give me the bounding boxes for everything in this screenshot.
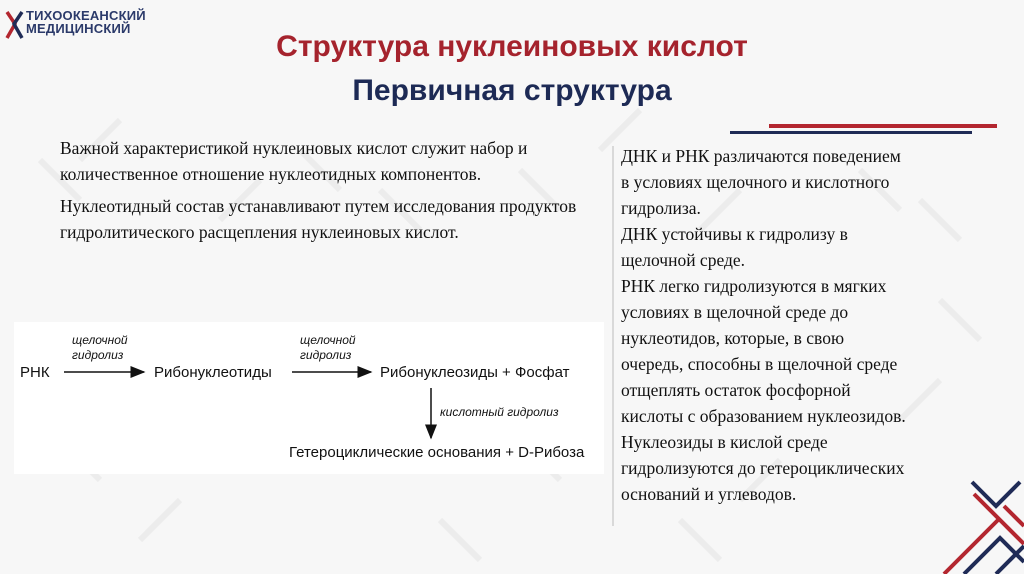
logo-line-2: МЕДИЦИНСКИЙ [26,21,131,36]
right-line-2: в условиях щелочного и кислотного [621,172,890,192]
right-line-14: оснований и углеводов. [621,484,797,504]
scheme-acid-label: кислотный гидролиз [440,405,559,419]
right-line-12: Нуклеозиды в кислой среде [621,432,828,452]
scheme-ribonucleotides: Рибонуклеотиды [154,364,272,381]
left-text-block [60,135,580,245]
right-line-4: ДНК устойчивы к гидролизу в [621,224,848,244]
decor-line-red [769,124,997,128]
right-line-1: ДНК и РНК различаются поведением [621,146,901,166]
right-text-block [621,143,1016,507]
scheme-rna: РНК [20,364,50,381]
corner-decoration [904,464,1024,574]
hydrolysis-scheme [14,322,604,474]
logo-line-1: ТИХООКЕАНСКИЙ [26,8,146,23]
slide-title: Структура нуклеиновых кислот [276,30,748,63]
right-line-9: очередь, способны в щелочной среде [621,354,898,374]
right-line-13: гидролизуются до гетероциклических [621,458,905,478]
column-divider [612,146,614,526]
left-paragraph-2: Нуклеотидный состав устанавливают путем исследования продуктов гидролитического расщепления нуклеиновых кислот. [60,196,577,242]
slide-subtitle: Первичная структура [352,74,672,107]
right-line-5: щелочной среде. [621,250,746,270]
right-line-3: гидролиза. [621,198,701,218]
right-line-7: условиях в щелочной среде до [621,302,849,322]
left-paragraph-1: Важной характеристикой нуклеиновых кислот служит набор и количественное отношение нуклеотидных компонентов. [60,138,528,184]
scheme-final-products: Гетероциклические основания + D-Рибоза [289,444,585,461]
scheme-arrow1-label-2: гидролиз [72,348,124,362]
scheme-arrow1-label-1: щелочной [72,333,128,347]
right-line-6: РНК легко гидролизуются в мягких [621,276,887,296]
scheme-ribonucleosides: Рибонуклеозиды + Фосфат [380,364,570,381]
scheme-arrow2-label-2: гидролиз [300,348,352,362]
decor-line-navy [730,131,972,134]
right-line-8: нуклеотидов, которые, в свою [621,328,845,348]
right-line-11: кислоты с образованием нуклеозидов. [621,406,906,426]
right-line-10: отщеплять остаток фосфорной [621,380,851,400]
scheme-arrow2-label-1: щелочной [300,333,356,347]
